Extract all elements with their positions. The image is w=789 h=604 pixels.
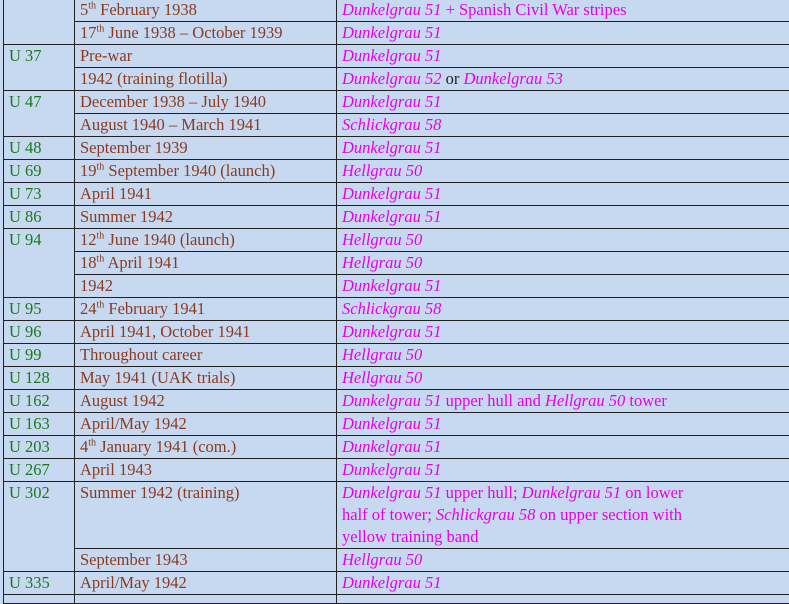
scheme-cell [337,413,789,436]
boat-cell: U 47 [4,91,75,137]
boat-cell: U 302 [4,482,75,572]
scheme-cell [337,482,789,549]
table-row [4,367,789,390]
date-cell [75,137,337,160]
date-text: 19 [80,161,97,180]
date-text: April 1941 [80,184,152,203]
date-ordinal: th [88,438,96,449]
paint-name: Dunkelgrau 51 [342,184,441,203]
date-text: 1942 (training flotilla) [80,69,228,88]
date-text: August 1942 [80,391,165,410]
boat-cell: U 267 [4,459,75,482]
scheme-cell [337,45,789,68]
paint-name: Dunkelgrau 51 [342,391,441,410]
date-ordinal: th [97,254,105,265]
date-cell [75,298,337,321]
boat-cell: U 94 [4,229,75,298]
date-cell [75,206,337,229]
date-text: 17 [80,23,97,42]
boat-cell: U 163 [4,413,75,436]
scheme-cell [337,344,789,367]
scheme-cell [337,0,789,22]
scheme-cell [337,549,789,572]
paint-name: Hellgrau 50 [342,253,422,272]
table-row [4,22,789,45]
table-row [4,482,789,549]
date-text-rest: January 1941 (com.) [96,437,236,456]
boat-cell: U 128 [4,367,75,390]
paint-name: Dunkelgrau 51 [342,322,441,341]
boat-cell: U 99 [4,344,75,367]
table-row [4,275,789,298]
boat-cell: U 95 [4,298,75,321]
date-cell [75,229,337,252]
date-text-rest: February 1941 [104,299,205,318]
scheme-cell [337,367,789,390]
date-text: April 1941, October 1941 [80,322,250,341]
scheme-cell [337,22,789,45]
boat-cell: U 37 [4,45,75,91]
table-row [4,321,789,344]
paint-name: Dunkelgrau 51 [342,414,441,433]
paint-name: Dunkelgrau 51 [342,138,441,157]
date-cell [75,183,337,206]
scheme-cell [337,275,789,298]
date-text: Summer 1942 [80,207,173,226]
date-text: Summer 1942 (training) [80,483,239,502]
date-cell [75,344,337,367]
paint-name: Dunkelgrau 51 [522,483,621,502]
paint-name: Hellgrau 50 [342,345,422,364]
scheme-cell [337,160,789,183]
paint-name: Dunkelgrau 51 [342,23,441,42]
table-row [4,45,789,68]
date-text: Pre-war [80,46,132,65]
date-ordinal: th [97,24,105,35]
date-cell [75,321,337,344]
table-row [4,436,789,459]
paint-name: Hellgrau 50 [342,368,422,387]
paint-name: Dunkelgrau 51 [342,46,441,65]
date-ordinal: th [88,1,96,12]
date-cell [75,275,337,298]
date-text-rest: June 1938 – October 1939 [104,23,282,42]
table-row [4,0,789,22]
date-text: April/May 1942 [80,573,187,592]
scheme-text: upper hull and [441,391,545,410]
paint-name: Schlickgrau 58 [342,115,441,134]
date-text-rest: June 1940 (launch) [104,230,235,249]
scheme-cell [337,436,789,459]
table-row [4,549,789,572]
table-body [4,0,789,604]
date-cell [75,0,337,22]
paint-name: Dunkelgrau 52 [342,69,441,88]
table-row [4,298,789,321]
date-text: September 1939 [80,138,188,157]
paint-name: Schlickgrau 58 [436,505,535,524]
table-row [4,160,789,183]
table-row [4,390,789,413]
boat-cell: U 48 [4,137,75,160]
date-cell [75,45,337,68]
date-text: September 1943 [80,550,188,569]
boat-cell: U 162 [4,390,75,413]
date-cell [75,160,337,183]
boat-cell: U 73 [4,183,75,206]
scheme-cell [337,229,789,252]
scheme-cell [337,321,789,344]
date-text: December 1938 – July 1940 [80,92,266,111]
date-cell [75,252,337,275]
table-row [4,137,789,160]
scheme-text: + Spanish Civil War stripes [441,0,626,19]
paint-name: Hellgrau 50 [342,550,422,569]
paint-name: Dunkelgrau 51 [342,276,441,295]
date-text: 12 [80,230,97,249]
scheme-text: upper hull; [441,483,521,502]
paint-name: Dunkelgrau 53 [463,69,562,88]
scheme-cell [337,183,789,206]
paint-name: Hellgrau 50 [342,161,422,180]
table-row [4,206,789,229]
table-row [4,413,789,436]
boat-cell [4,0,75,45]
boat-cell: U 335 [4,572,75,595]
paint-name: Dunkelgrau 51 [342,460,441,479]
date-text-rest: February 1938 [96,0,197,19]
date-cell [75,114,337,137]
paint-name: Dunkelgrau 51 [342,0,441,19]
paint-name: Hellgrau 50 [342,230,422,249]
date-text: 4 [80,437,88,456]
date-cell [75,91,337,114]
date-text: April 1943 [80,460,152,479]
scheme-cell [337,206,789,229]
camouflage-table [3,0,789,604]
paint-name: Dunkelgrau 51 [342,92,441,111]
boat-cell: U 203 [4,436,75,459]
table-row [4,459,789,482]
date-text: 24 [80,299,97,318]
table-row [4,229,789,252]
scheme-cell [337,137,789,160]
date-text: 18 [80,253,97,272]
table-row [4,114,789,137]
paint-name: Dunkelgrau 51 [342,483,441,502]
date-ordinal: th [97,162,105,173]
date-text: Throughout career [80,345,202,364]
table-row-cutoff [4,595,789,604]
scheme-cell [337,114,789,137]
table-row [4,91,789,114]
scheme-cell [337,298,789,321]
scheme-cell [337,390,789,413]
boat-cell: U 86 [4,206,75,229]
date-text: 5 [80,0,88,19]
date-cell [75,390,337,413]
date-ordinal: th [97,231,105,242]
scheme-cell [337,91,789,114]
date-text: August 1940 – March 1941 [80,115,261,134]
paint-name: Schlickgrau 58 [342,299,441,318]
table-row [4,183,789,206]
date-text: May 1941 (UAK trials) [80,368,235,387]
scheme-text: on upper section with yellow training band [342,505,682,546]
date-cell [75,482,337,549]
paint-name: Dunkelgrau 51 [342,437,441,456]
date-text: 1942 [80,276,113,295]
date-text: April/May 1942 [80,414,187,433]
scheme-text: or [441,69,463,88]
date-text-rest: September 1940 (launch) [104,161,275,180]
scheme-cell [337,68,789,91]
boat-cell: U 96 [4,321,75,344]
scheme-text: on lower half of tower; [342,483,683,524]
date-cell [75,572,337,595]
date-cell [75,413,337,436]
date-cell [75,549,337,572]
paint-name: Hellgrau 50 [545,391,625,410]
date-cell [75,367,337,390]
scheme-cell [337,459,789,482]
scheme-text: tower [625,391,667,410]
date-ordinal: th [97,300,105,311]
date-text-rest: April 1941 [104,253,179,272]
paint-name: Dunkelgrau 51 [342,573,441,592]
table-row [4,572,789,595]
table-row [4,344,789,367]
table-row [4,252,789,275]
date-cell [75,22,337,45]
date-cell [75,459,337,482]
boat-cell: U 69 [4,160,75,183]
scheme-cell [337,252,789,275]
table-row [4,68,789,91]
paint-name: Dunkelgrau 51 [342,207,441,226]
date-cell [75,68,337,91]
scheme-cell [337,572,789,595]
date-cell [75,436,337,459]
